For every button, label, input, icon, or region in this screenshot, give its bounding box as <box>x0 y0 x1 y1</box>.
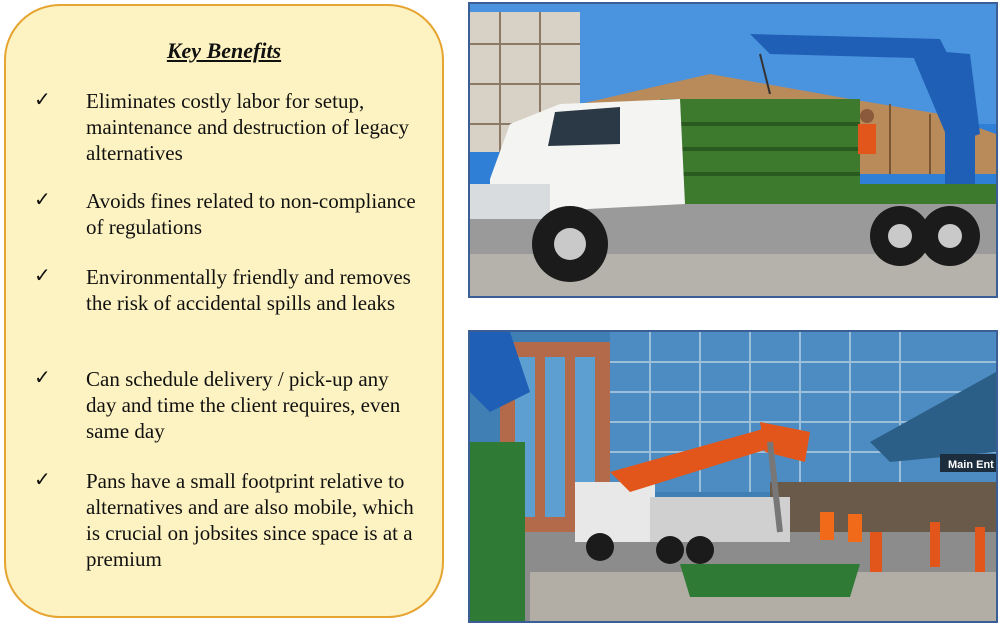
pump-photo <box>468 330 998 623</box>
benefit-text: Environmentally friendly and removes the risk of accidental spills and leaks <box>86 265 411 315</box>
benefit-text: Avoids fines related to non-compliance of regulations <box>86 189 416 239</box>
benefit-text: Eliminates costly labor for setup, maintenance and destruction of legacy alternatives <box>86 89 410 165</box>
main-entrance-sign: Main Ent <box>948 459 994 471</box>
key-benefits-title: Key Benefits <box>166 38 282 63</box>
check-icon: ✓ <box>34 467 51 491</box>
check-icon: ✓ <box>34 365 51 389</box>
check-icon: ✓ <box>34 87 51 111</box>
check-icon: ✓ <box>34 263 51 287</box>
check-icon: ✓ <box>34 187 51 211</box>
benefit-text: Can schedule delivery / pick-up any day and time the client requires, even same day <box>86 367 401 443</box>
truck-photo <box>468 2 998 298</box>
benefit-text: Pans have a small footprint relative to alternatives and are also mobile, which is crucial on jobsites since space is at a premium <box>86 469 414 571</box>
key-benefits-panel <box>4 4 444 618</box>
